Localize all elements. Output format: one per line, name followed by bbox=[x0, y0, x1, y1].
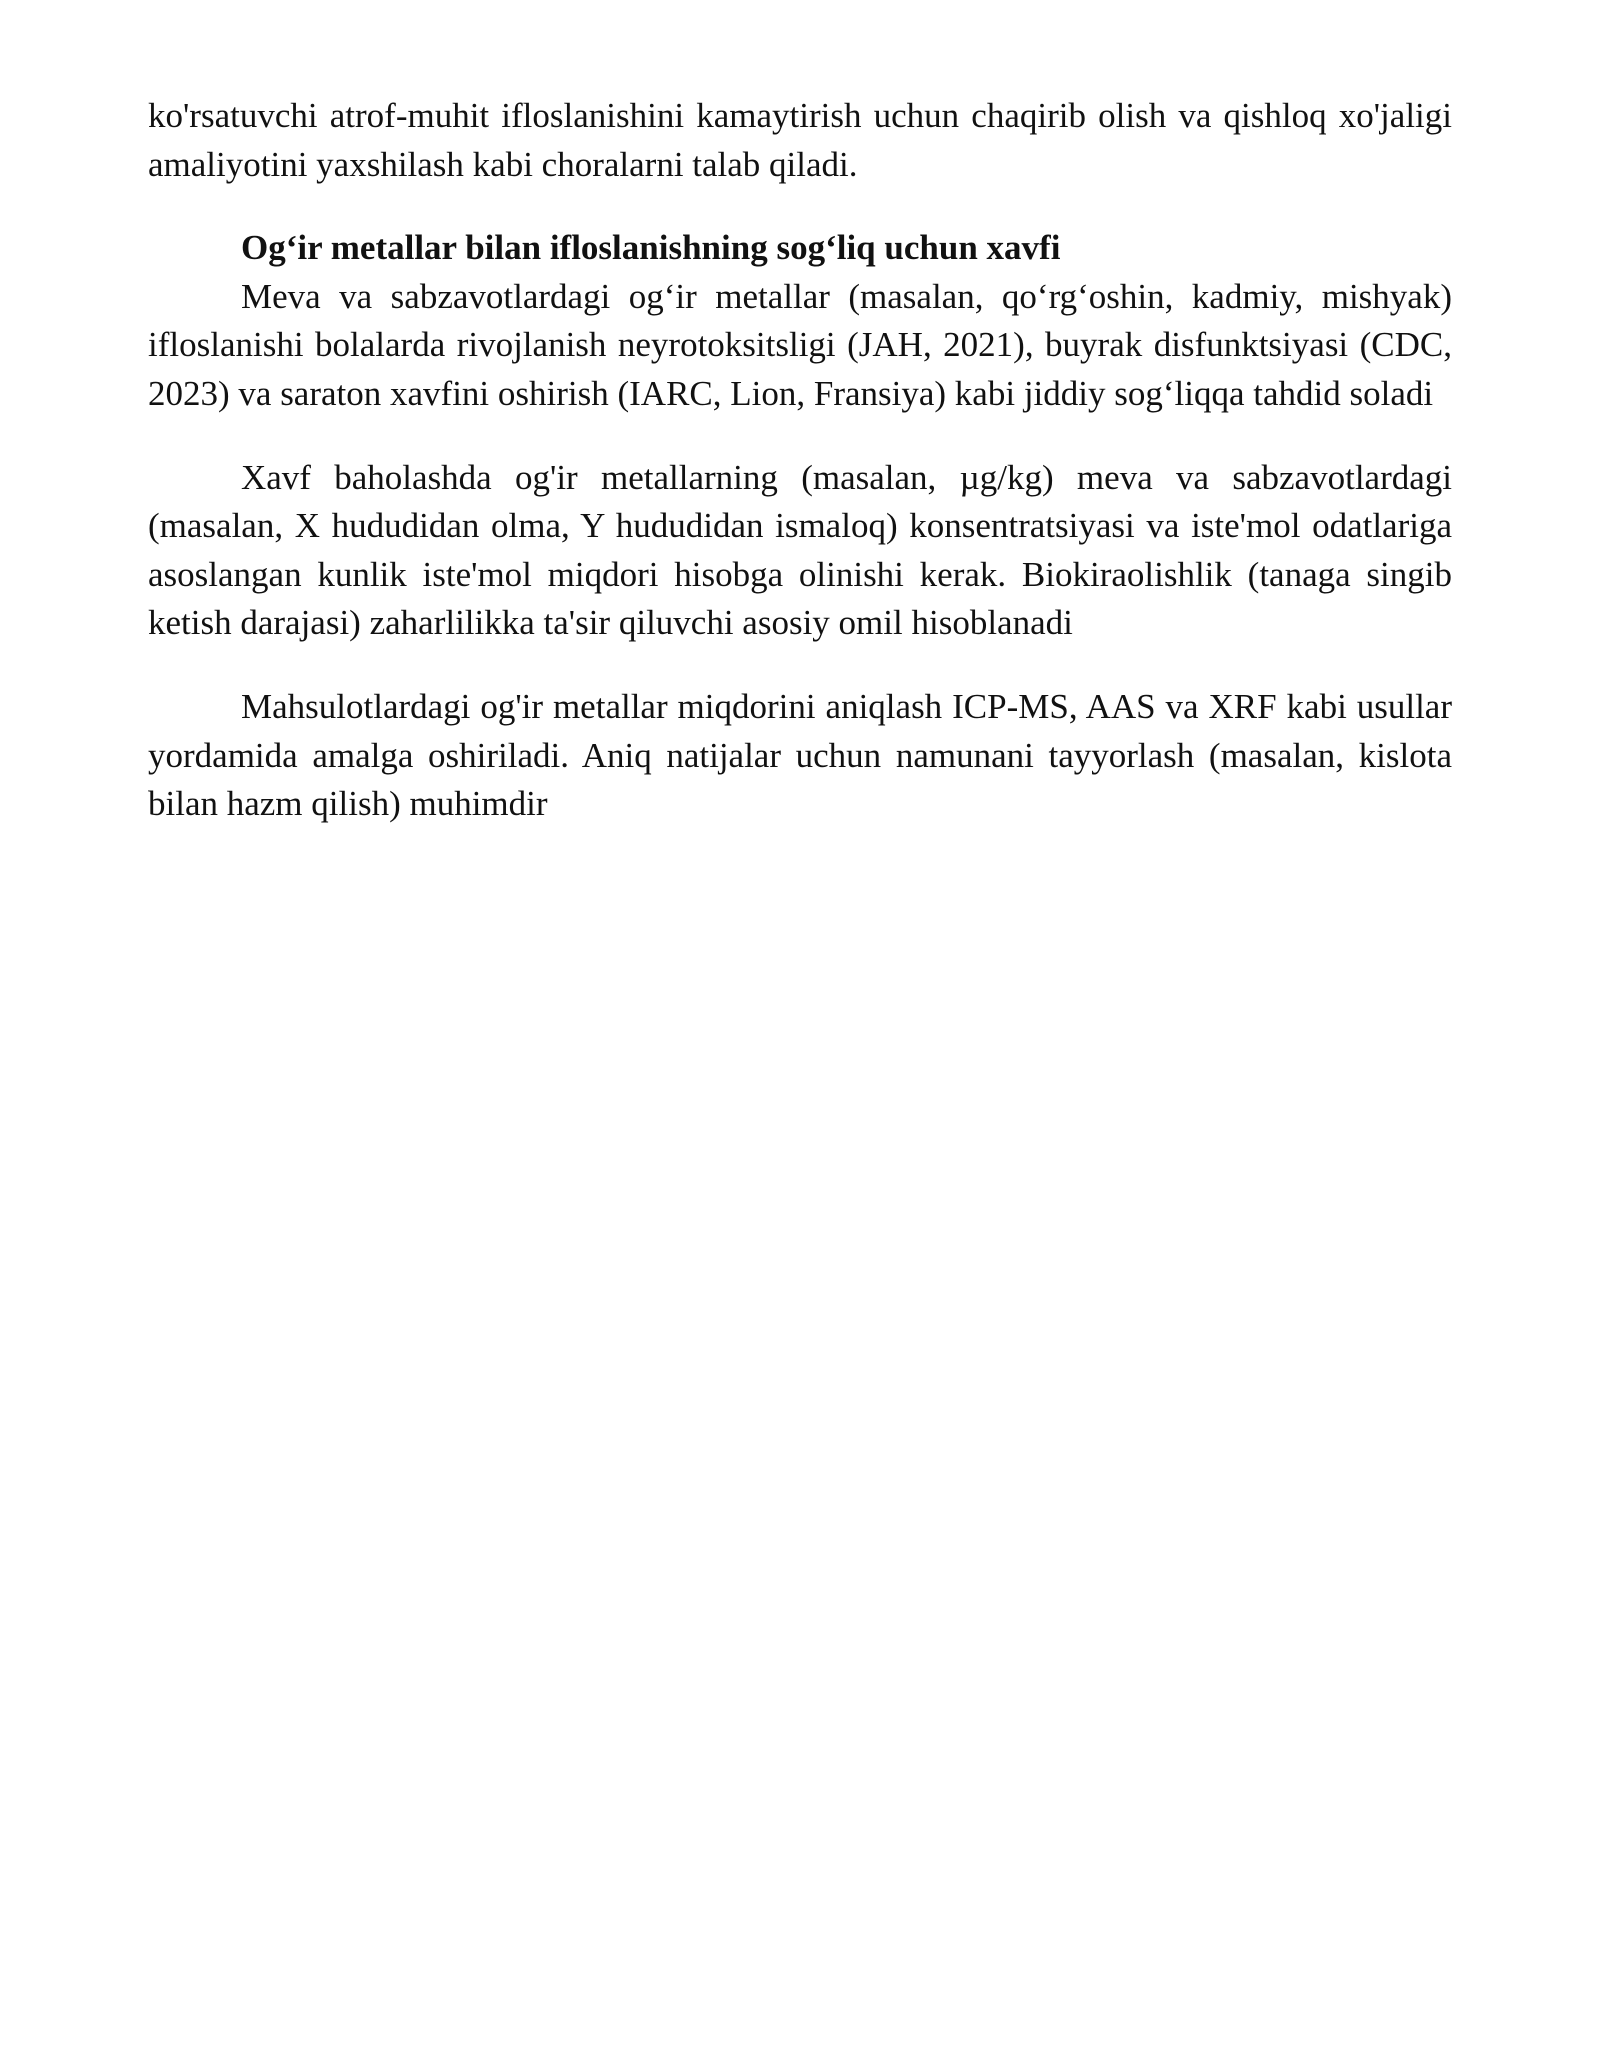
paragraph-health-risks: Meva va sabzavotlardagi og‘ir metallar (masalan, qo‘rg‘oshin, kadmiy, mishyak) ifloslanishi bolalarda rivojlanish neyrotoksitsligi (JAH, 2021), buyrak disfunktsiyasi (CDC, 2023) va saraton xavfini oshirish (IARC, Lion, Fransiya) kabi jiddiy sog‘liqqa tahdid soladi bbox=[148, 276, 1452, 413]
paragraph-risk-assessment: Xavf baholashda og'ir metallarning (masalan, µg/kg) meva va sabzavotlardagi (masalan, X hududidan olma, Y hududidan ismaloq) konsentratsiyasi va iste'mol odatlariga asoslangan kunlik iste'mol miqdori hisobga olinishi kerak. Biokiraolishlik (tanaga singib ketish darajasi) zaharlilikka ta'sir qiluvchi asosiy omil hisoblanadi bbox=[148, 457, 1452, 643]
document-body bbox=[148, 92, 1452, 829]
section-heading: Og‘ir metallar bilan ifloslanishning sog‘liq uchun xavfi bbox=[241, 228, 1061, 268]
paragraph-detection-methods: Mahsulotlardagi og'ir metallar miqdorini aniqlash ICP-MS, AAS va XRF kabi usullar yordamida amalga oshiriladi. Aniq natijalar uchun namunani tayyorlash (masalan, kislota bilan hazm qilish) muhimdir bbox=[148, 686, 1452, 824]
paragraph-continuation: ko'rsatuvchi atrof-muhit ifloslanishini kamaytirish uchun chaqirib olish va qishloq xo'jaligi amaliyotini yaxshilash kabi choralarni talab qiladi. bbox=[148, 96, 1452, 184]
